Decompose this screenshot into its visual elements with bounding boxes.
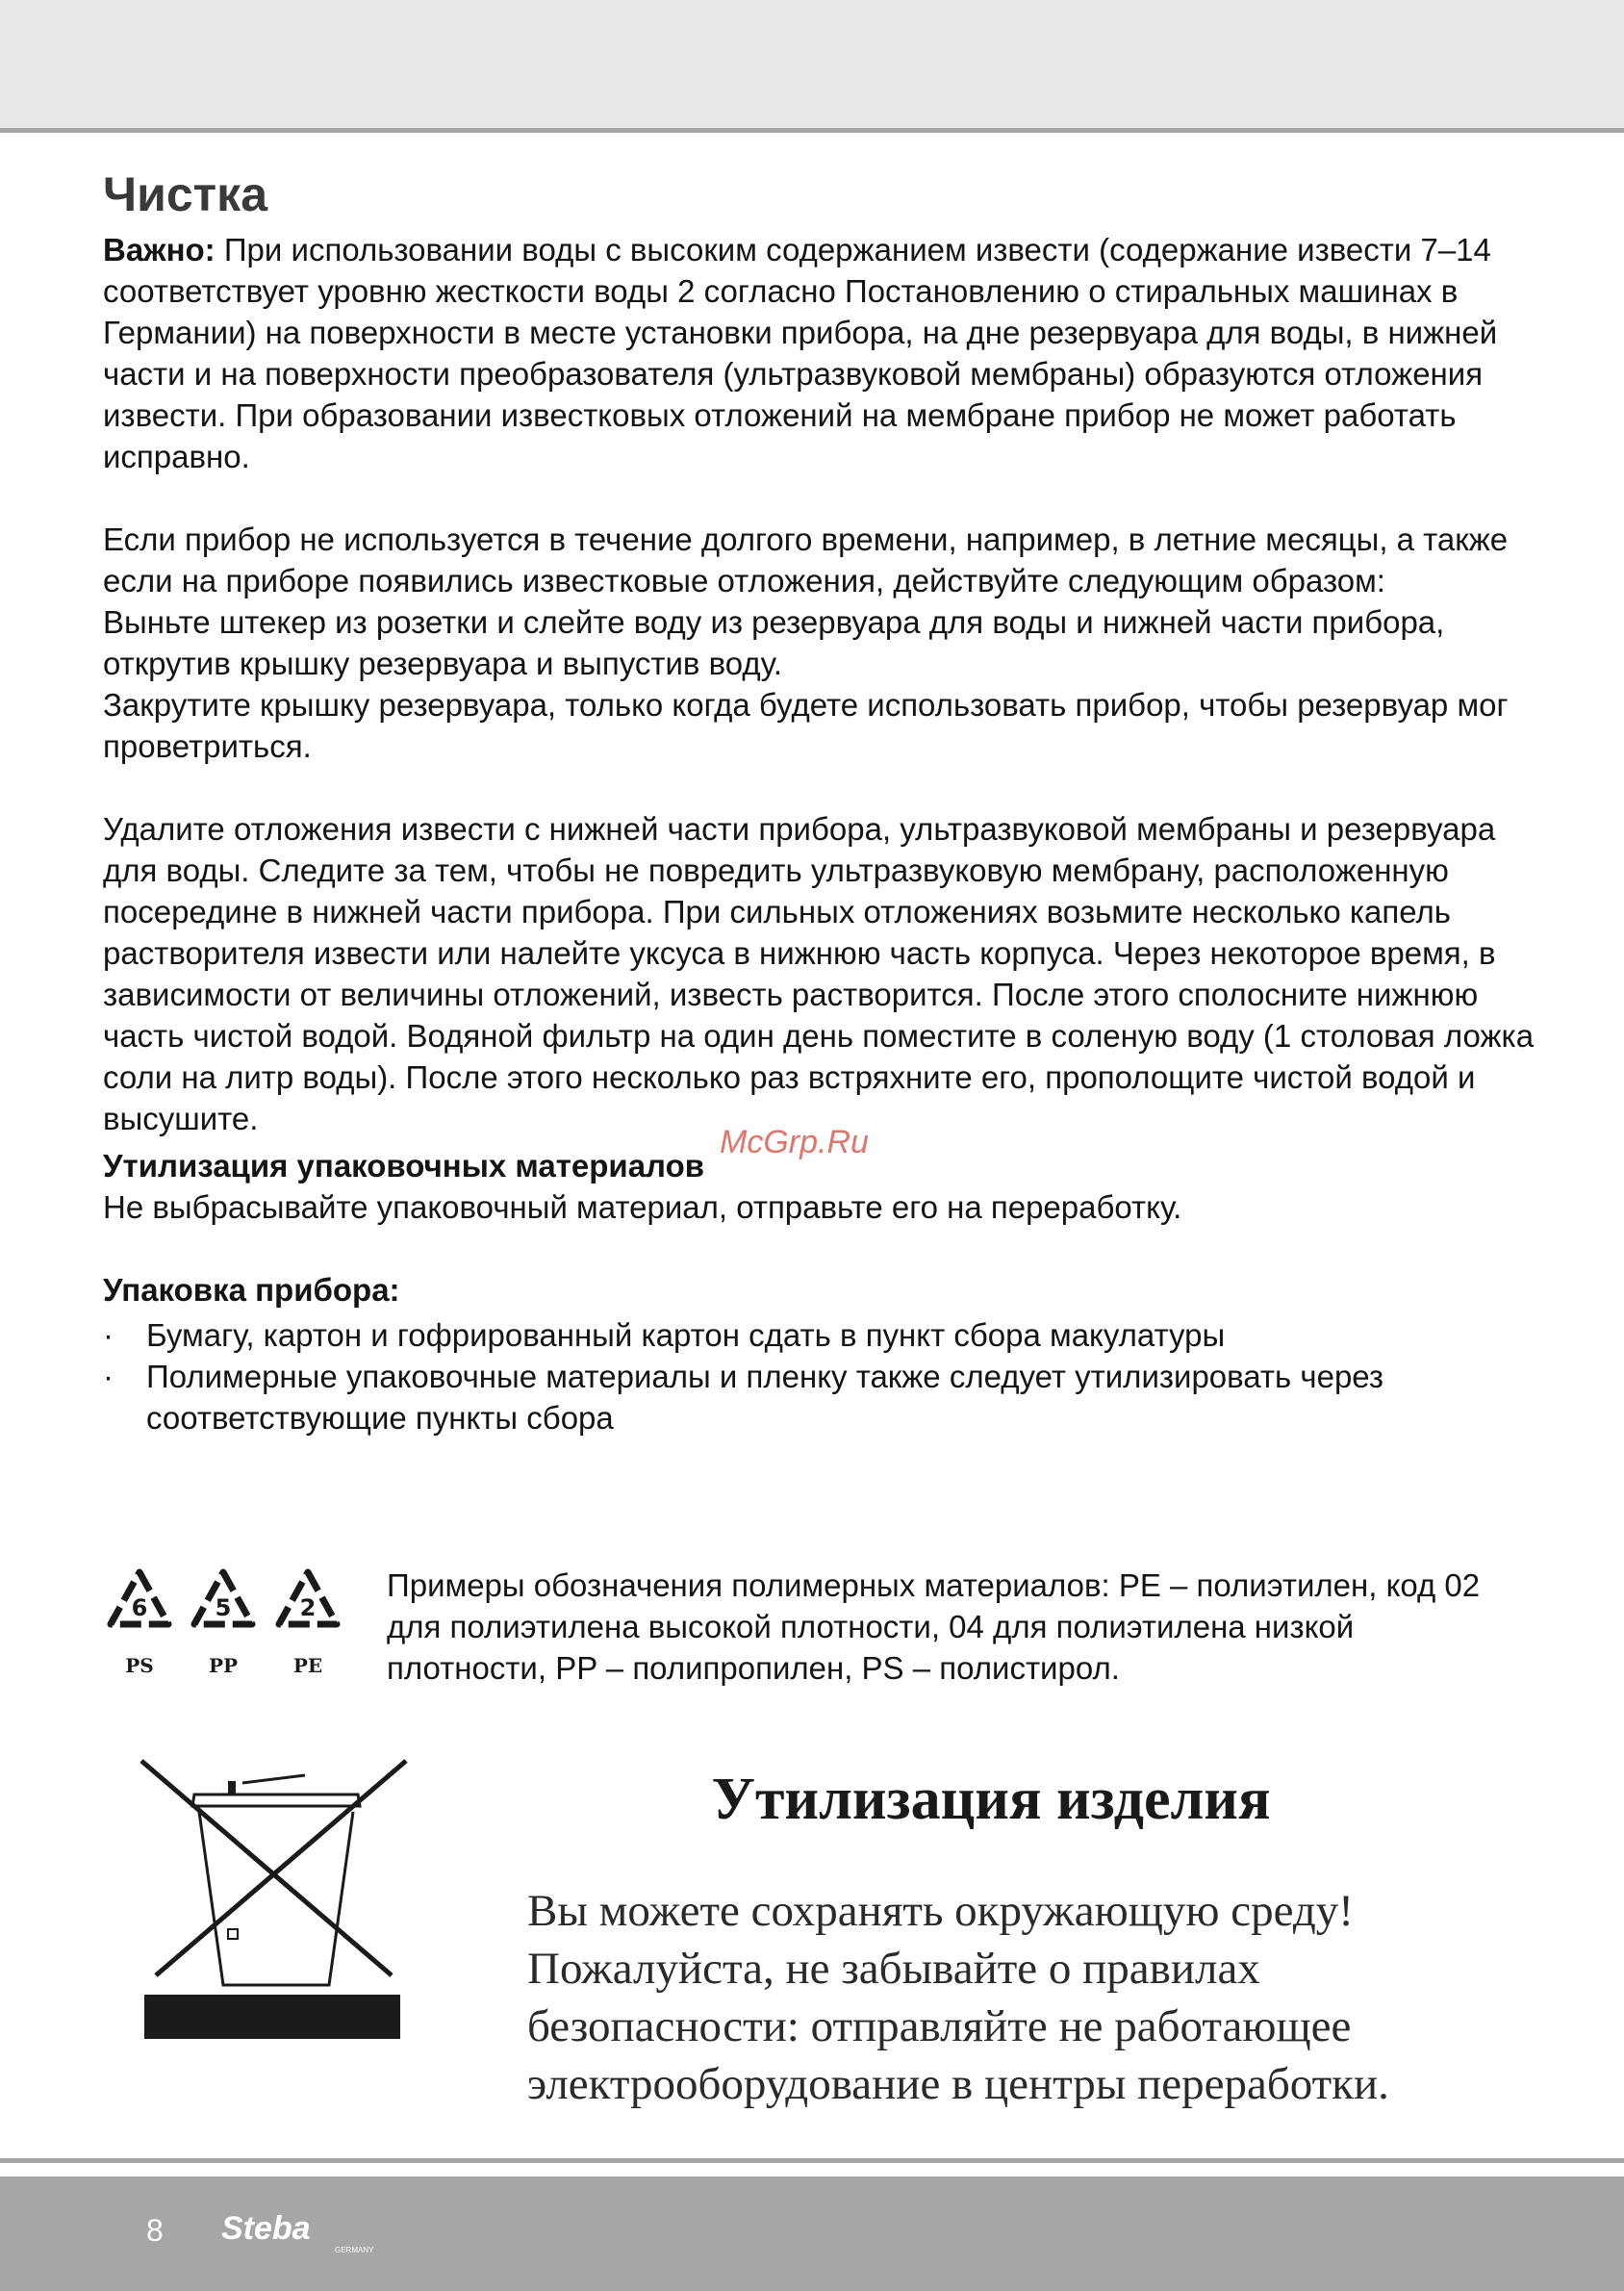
crossed-bin-icon <box>137 1756 411 2040</box>
bullet-dot: · <box>103 1359 114 1394</box>
list-item: · Бумагу, картон и гофрированный картон сдать в пункт сбора макулатуры <box>103 1314 1546 1356</box>
svg-text:6: 6 <box>131 1594 148 1621</box>
packaging-subheading: Упаковка прибора: <box>103 1272 400 1308</box>
disposal-line: Вы можете сохранять окружающую среду! <box>527 1886 1354 1936</box>
svg-text:2: 2 <box>299 1594 317 1621</box>
footer-rule <box>0 2158 1624 2163</box>
svg-text:PS: PS <box>125 1654 154 1677</box>
recycle-icon <box>279 1572 337 1677</box>
brand-logo <box>219 2208 383 2256</box>
svg-text:PE: PE <box>292 1654 323 1677</box>
header-rule <box>0 128 1624 133</box>
page-number: 8 <box>146 2213 164 2248</box>
svg-text:PP: PP <box>208 1654 239 1677</box>
disposal-line: Пожалуйста, не забывайте о правилах <box>527 1944 1260 1994</box>
svg-text:GERMANY: GERMANY <box>335 2246 374 2254</box>
paragraph-unplug: Выньте штекер из розетки и слейте воду из резервуара для воды и нижней части прибора, открутив крышку резервуара и выпустив воду. <box>103 604 1445 681</box>
disposal-line: безопасности: отправляйте не работающее <box>527 2001 1352 2051</box>
svg-text:Steba: Steba <box>221 2210 311 2247</box>
important-label: Важно: <box>103 232 216 267</box>
packaging-heading: Утилизация упаковочных материалов <box>103 1148 705 1184</box>
paragraph-descaling: Удалите отложения извести с нижней части прибора, ультразвуковой мембраны и резервуара для воды. Следите за тем, чтобы не повредить ультразвуковую мембрану, расположенную посередине в нижней части прибора. При сильных отложениях возьмите несколько капель растворителя извести или налейте уксуса в нижнюю часть корпуса. Через некоторое время, в зависимости от величины отложений, известь растворится. После этого сполосните нижнюю часть чистой водой. Водяной фильтр на один день поместите в соленую воду (1 столовая ложка соли на литр воды). После этого несколько раз встряхните его, прополощите чистой водой и высушите. <box>103 811 1535 1136</box>
important-paragraph <box>103 229 1546 477</box>
list-item: · Полимерные упаковочные материалы и пленку также следует утилизировать через соответствующие пункты сбора <box>103 1356 1546 1438</box>
recycling-codes <box>96 1559 366 1684</box>
paragraph-cap: Закрутите крышку резервуара, только когда будете использовать прибор, чтобы резервуар мог проветриться. <box>103 687 1509 764</box>
recycle-icon <box>194 1572 252 1677</box>
packaging-text: Не выбрасывайте упаковочный материал, отправьте его на переработку. <box>103 1189 1182 1225</box>
header-band <box>0 0 1624 128</box>
disposal-text <box>527 1882 1586 2113</box>
paragraph-storage: Если прибор не используется в течение долгого времени, например, в летние месяцы, а также если на приборе появились известковые отложения, действуйте следующим образом: <box>103 522 1509 598</box>
packaging-list <box>103 1314 1546 1438</box>
watermark: McGrp.Ru <box>720 1124 869 1160</box>
disposal-line: электрооборудование в центры переработки. <box>527 2059 1389 2109</box>
svg-text:5: 5 <box>215 1594 232 1621</box>
recycling-description: Примеры обозначения полимерных материалов: PE – полиэтилен, код 02 для полиэтилена высокой плотности, 04 для полиэтилена низкой плотности, PP – полипропилен, PS – полистирол. <box>387 1567 1481 1686</box>
section-title: Чистка <box>103 167 267 221</box>
bullet-dot: · <box>103 1317 114 1353</box>
disposal-title: Утилизация изделия <box>711 1767 1271 1832</box>
important-text: При использовании воды с высоким содержанием извести (содержание извести 7‒14 соответствует уровню жесткости воды 2 согласно Постановлению о стиральных машинах в Германии) на поверхности в месте установки прибора, на дне резервуара для воды, в нижней части и на поверхности преобразователя (ультразвуковой мембраны) образуются отложения извести. При образовании известковых отложений на мембране прибор не может работать исправно. <box>103 232 1498 474</box>
cleaning-section <box>103 160 1546 1438</box>
recycle-icon <box>111 1572 168 1677</box>
